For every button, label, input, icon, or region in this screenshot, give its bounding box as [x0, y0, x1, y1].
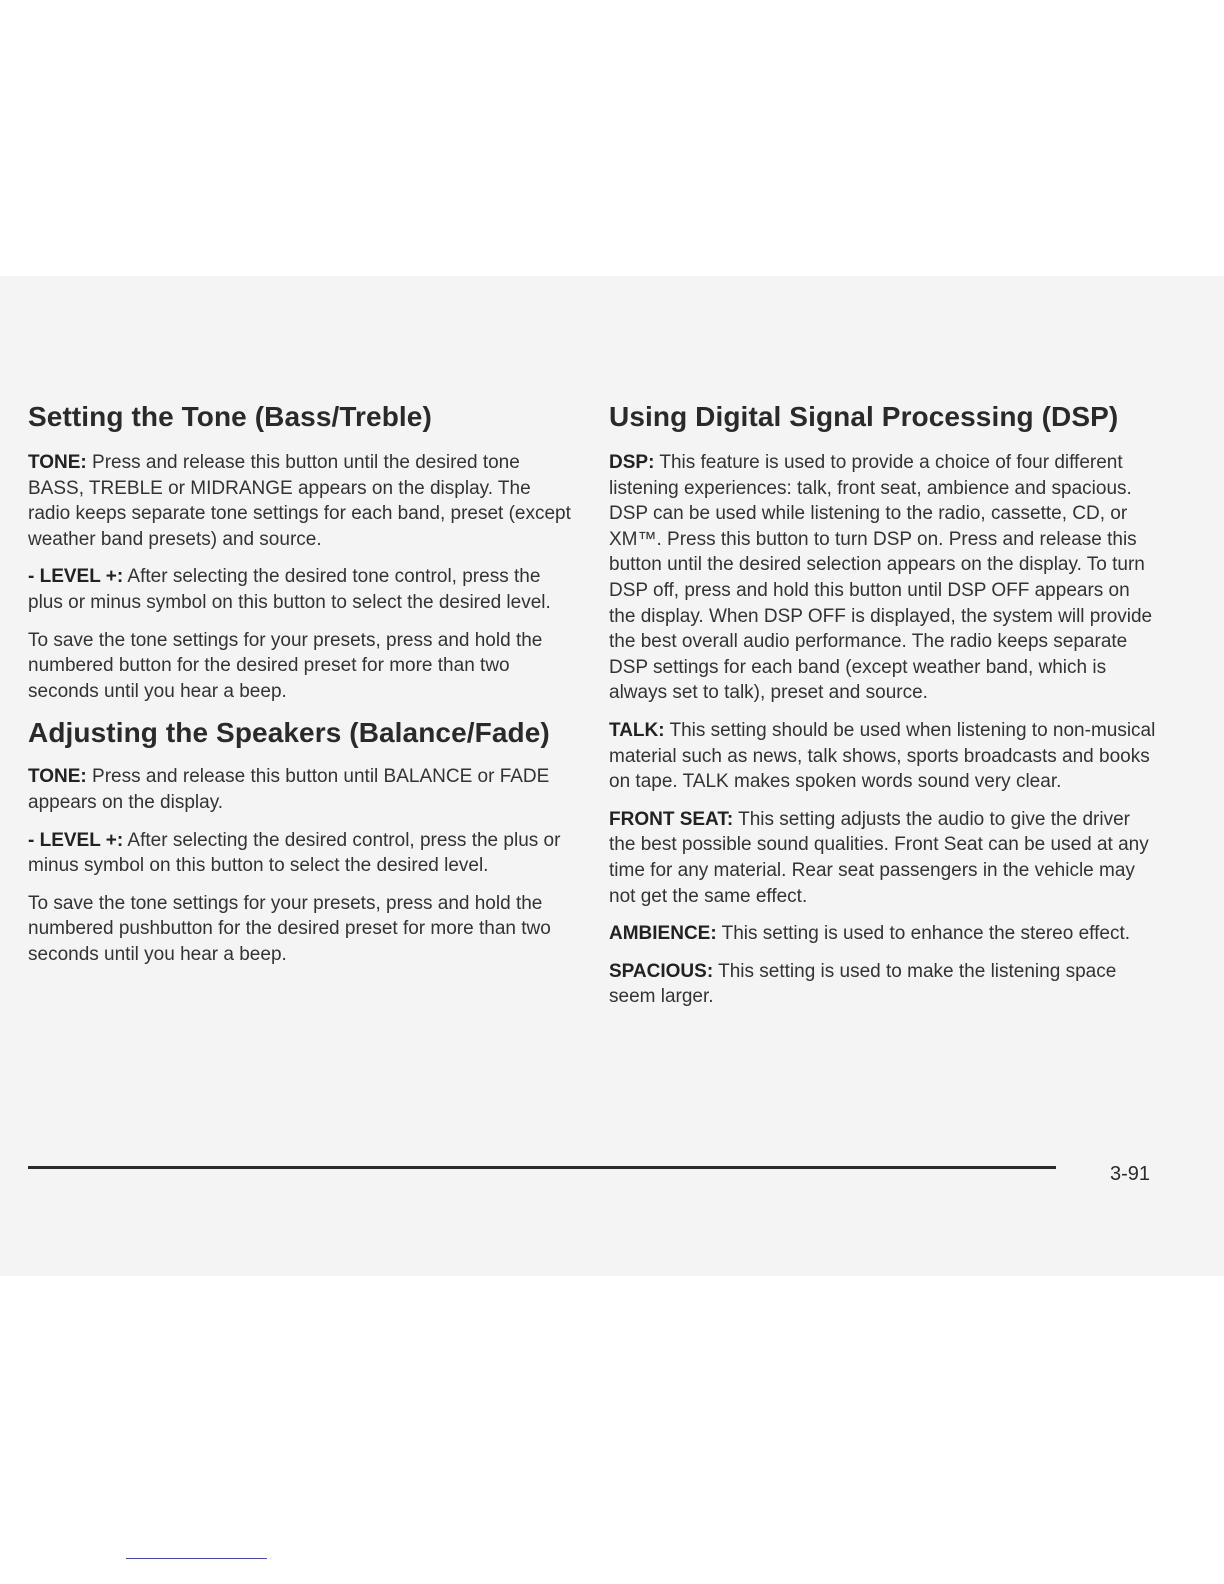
- level-paragraph: [28, 564, 574, 615]
- ambience-text: This setting is used to enhance the stereo effect.: [716, 923, 1131, 945]
- ambience-term: AMBIENCE:: [609, 923, 717, 945]
- front-seat-term: FRONT SEAT:: [609, 808, 734, 830]
- spacious-text: This setting is used to make the listening space seem larger.: [609, 960, 1117, 1008]
- balance-level-term: - LEVEL +:: [28, 829, 124, 851]
- right-column: [609, 400, 1157, 1022]
- talk-text: This setting should be used when listening to non-musical material such as news, talk shows, sports broadcasts and books on tape. TALK makes spoken words sound very clear.: [609, 719, 1156, 793]
- dsp-text: This feature is used to provide a choice of four different listening experiences: talk, front seat, ambience and spacious. DSP can be used while listening to the radio, cassette, CD, or XM™. Press this button to turn DSP on. Press and release this button until the desired selection appears on the display. To turn DSP off, press and hold this button until DSP OFF appears on the display. When DSP OFF is displayed, the system will provide the best overall audio performance. The radio keeps separate DSP settings for each band (except weather band, which is always set to talk), preset and source.: [609, 452, 1153, 704]
- level-text: After selecting the desired tone control, press the plus or minus symbol on this button to select the desired level.: [28, 566, 551, 613]
- save-tone-paragraph: To save the tone settings for your presets, press and hold the numbered button for the desired preset for more than two seconds until you hear a beep.: [28, 629, 543, 702]
- spacious-paragraph: [609, 959, 1157, 1010]
- balance-tone-term: TONE:: [28, 766, 87, 788]
- balance-level-text: After selecting the desired control, press the plus or minus symbol on this button to select the desired level.: [28, 829, 561, 877]
- footer-divider: [28, 1166, 1056, 1169]
- ambience-paragraph: [609, 921, 1157, 947]
- save-balance-paragraph: To save the tone settings for your presets, press and hold the numbered pushbutton for the desired preset for more than two seconds until you hear a beep.: [28, 892, 551, 965]
- talk-term: TALK:: [609, 719, 665, 741]
- spacious-term: SPACIOUS:: [609, 960, 714, 982]
- dsp-heading: Using Digital Signal Processing (DSP): [609, 401, 1119, 432]
- speakers-heading: Adjusting the Speakers (Balance/Fade): [28, 717, 550, 749]
- front-seat-text: This setting adjusts the audio to give the driver the best possible sound qualities. Front Seat can be used at any time for any material. Rear seat passengers in the vehicle may not get the same effect.: [609, 808, 1149, 907]
- tone-term: TONE:: [28, 452, 87, 473]
- balance-paragraph: [28, 764, 574, 815]
- tone-paragraph: [28, 450, 574, 552]
- balance-level-paragraph: [28, 828, 574, 879]
- front-seat-paragraph: [609, 807, 1157, 909]
- balance-text: Press and release this button until BALANCE or FADE appears on the display.: [28, 766, 550, 813]
- talk-paragraph: [609, 718, 1157, 795]
- left-column: [28, 400, 574, 980]
- tone-heading: Setting the Tone (Bass/Treble): [28, 401, 432, 432]
- dsp-paragraph: [609, 450, 1157, 706]
- dsp-term: DSP:: [609, 452, 655, 473]
- level-term: - LEVEL +:: [28, 566, 124, 588]
- page-number: 3-91: [1110, 1163, 1151, 1185]
- tone-text: Press and release this button until the desired tone BASS, TREBLE or MIDRANGE appears on the display. The radio keeps separate tone settings for each band, preset (except weather band presets) and source.: [28, 452, 571, 550]
- bottom-link-underline: [126, 1558, 267, 1559]
